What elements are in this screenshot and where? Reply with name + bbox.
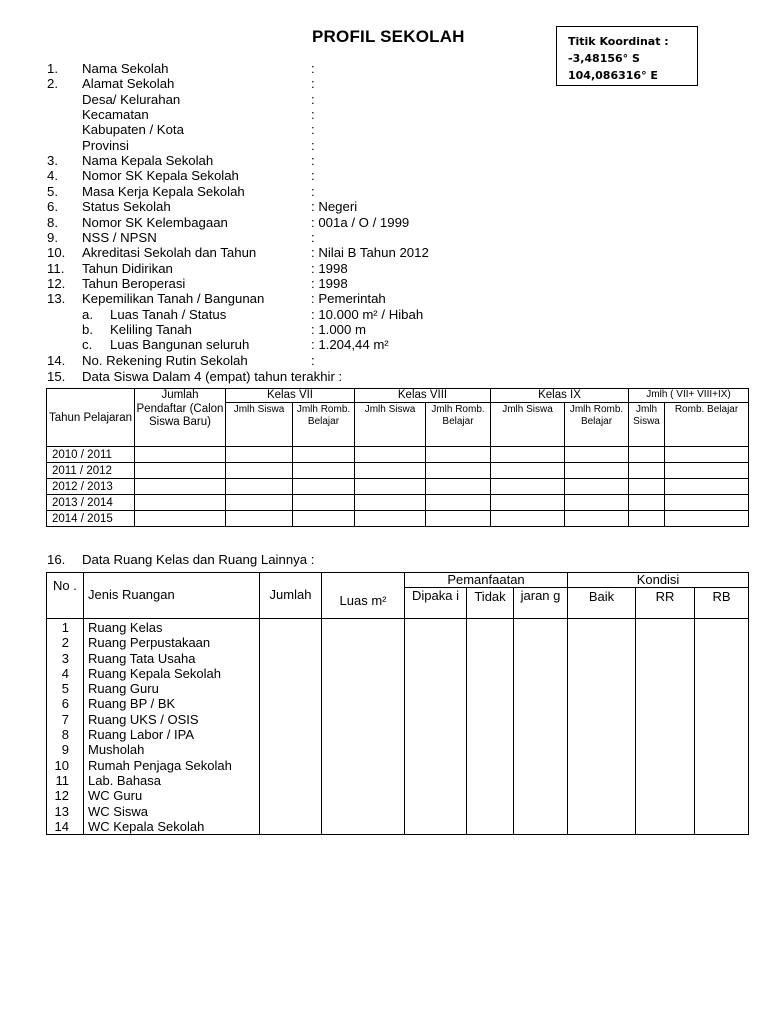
room-name: WC Guru (88, 788, 143, 804)
header-jenis-ruangan: Jenis Ruangan (84, 573, 260, 619)
profile-row (0, 261, 768, 277)
profile-row (0, 291, 768, 307)
data-cell[interactable] (665, 479, 749, 495)
profile-row-16 (0, 552, 768, 568)
data-cell[interactable] (565, 463, 629, 479)
data-cell[interactable] (135, 479, 226, 495)
data-cell[interactable] (135, 511, 226, 527)
profile-row (0, 199, 768, 215)
room-jarang-cell[interactable] (514, 619, 568, 835)
header-jmlh-siswa: Jmlh Siswa (226, 403, 293, 447)
coordinate-label: Titik Koordinat : (568, 35, 669, 48)
row-label: Kecamatan (82, 107, 149, 123)
header-kelas-ix: Kelas IX (491, 389, 629, 403)
room-name: Ruang Guru (88, 681, 159, 697)
data-cell[interactable] (226, 463, 293, 479)
row-label: Nama Kepala Sekolah (82, 153, 214, 169)
year-cell: 2014 / 2015 (47, 511, 135, 527)
row-value: : (311, 61, 315, 76)
room-tidak-cell[interactable] (467, 619, 514, 835)
room-number: 2 (61, 635, 69, 651)
header-dipakai: Dipaka i (405, 588, 467, 619)
data-cell[interactable] (565, 495, 629, 511)
profile-subrow (0, 307, 768, 323)
data-cell[interactable] (426, 479, 491, 495)
profile-row (0, 276, 768, 292)
row-number: 16. (47, 552, 66, 567)
data-cell[interactable] (491, 447, 565, 463)
row-value: : Negeri (311, 199, 358, 215)
header-kelas-viii: Kelas VIII (355, 389, 491, 403)
row-value: : (311, 91, 315, 107)
table-row (47, 495, 749, 511)
room-name: Lab. Bahasa (88, 772, 162, 788)
table-row (47, 479, 749, 495)
profile-row (0, 168, 768, 184)
row-number: 8. (47, 214, 58, 230)
profile-row (0, 107, 768, 123)
header-jarang: jaran g (514, 588, 568, 619)
row-value: : (311, 137, 315, 153)
data-cell[interactable] (629, 447, 665, 463)
profile-subrow (0, 337, 768, 353)
row-label: Provinsi (82, 137, 129, 153)
room-rr-cell[interactable] (636, 619, 695, 835)
data-cell[interactable] (355, 511, 426, 527)
room-name: WC Kepala Sekolah (88, 818, 205, 834)
data-cell[interactable] (629, 463, 665, 479)
data-cell[interactable] (629, 511, 665, 527)
profile-row (0, 230, 768, 246)
room-name: Ruang Tata Usaha (88, 650, 196, 666)
header-rb: RB (695, 588, 749, 619)
row-value: : (311, 183, 315, 199)
table-row (47, 463, 749, 479)
row-label: Data Siswa Dalam 4 (empat) tahun terakhir : (82, 369, 343, 384)
profile-row (0, 184, 768, 200)
room-name-column (84, 619, 260, 835)
header-rr: RR (636, 588, 695, 619)
data-cell[interactable] (355, 479, 426, 495)
row-label: Nama Sekolah (82, 61, 169, 76)
data-cell[interactable] (226, 447, 293, 463)
row-label: Nomor SK Kelembagaan (82, 214, 228, 230)
header-jmlh-siswa: Jmlh Siswa (491, 403, 565, 447)
data-cell[interactable] (426, 511, 491, 527)
profile-row (0, 138, 768, 154)
subrow-letter: b. (82, 321, 93, 337)
room-number: 8 (61, 727, 69, 743)
profile-row (0, 153, 768, 169)
room-number: 4 (61, 665, 69, 681)
row-number: 3. (47, 153, 58, 169)
header-jmlh-siswa: Jmlh Siswa (355, 403, 426, 447)
data-cell[interactable] (135, 495, 226, 511)
row-label: Alamat Sekolah (82, 76, 175, 92)
room-rb-cell[interactable] (695, 619, 749, 835)
room-number: 12 (54, 788, 69, 804)
room-number: 11 (55, 772, 69, 788)
row-label: Kabupaten / Kota (82, 122, 184, 138)
data-cell[interactable] (665, 511, 749, 527)
room-name: Musholah (88, 742, 145, 758)
header-jmlh-romb: Jmlh Romb. Belajar (293, 403, 355, 447)
row-value: : 1998 (311, 275, 348, 291)
room-number: 14 (54, 818, 69, 834)
coordinate-longitude: 104,086316° E (568, 69, 658, 82)
data-cell[interactable] (491, 511, 565, 527)
row-label: Kepemilikan Tanah / Bangunan (82, 291, 265, 307)
profile-row-14 (0, 353, 768, 369)
room-name: Rumah Penjaga Sekolah (88, 757, 232, 773)
data-cell[interactable] (135, 463, 226, 479)
header-tidak: Tidak (467, 588, 514, 619)
row-label: Data Ruang Kelas dan Ruang Lainnya : (82, 552, 315, 567)
data-cell[interactable] (226, 479, 293, 495)
header-luas: Luas m² (322, 573, 405, 619)
data-cell[interactable] (355, 495, 426, 511)
header-jumlah-pendaftar: Jumlah Pendaftar (Calon Siswa Baru) (135, 389, 226, 447)
room-number: 3 (61, 650, 69, 666)
data-cell[interactable] (665, 447, 749, 463)
row-label: Desa/ Kelurahan (82, 91, 181, 107)
page-title: PROFIL SEKOLAH (312, 27, 465, 46)
room-dipakai-cell[interactable] (405, 619, 467, 835)
profile-row (0, 245, 768, 261)
header-jmlh-romb: Jmlh Romb. Belajar (565, 403, 629, 447)
row-number: 9. (47, 229, 58, 245)
row-number: 6. (47, 199, 58, 215)
row-value: : (311, 122, 315, 138)
year-cell: 2012 / 2013 (47, 479, 135, 495)
room-name: Ruang Labor / IPA (88, 727, 194, 743)
data-cell[interactable] (565, 511, 629, 527)
subrow-letter: a. (82, 306, 93, 322)
row-label: Tahun Didirikan (82, 260, 173, 276)
room-number: 9 (61, 742, 69, 758)
data-cell[interactable] (293, 447, 355, 463)
room-jumlah-cell[interactable] (260, 619, 322, 835)
subrow-label: Keliling Tanah (110, 321, 192, 337)
profile-row (0, 61, 768, 77)
subrow-label: Luas Tanah / Status (110, 306, 227, 322)
room-number: 13 (54, 803, 69, 819)
row-value: : (311, 76, 315, 92)
row-value: : Nilai B Tahun 2012 (311, 245, 429, 261)
student-data-table (46, 388, 749, 527)
room-name: Ruang BP / BK (88, 696, 176, 712)
room-data-table (46, 572, 749, 835)
profile-row (0, 215, 768, 231)
row-label: Tahun Beroperasi (82, 275, 186, 291)
row-number: 11. (47, 260, 65, 276)
room-number: 7 (61, 711, 69, 727)
row-value: : (311, 353, 315, 368)
room-number-column (47, 619, 84, 835)
data-cell[interactable] (293, 495, 355, 511)
row-label: No. Rekening Rutin Sekolah (82, 353, 248, 368)
subrow-value: : 10.000 m² / Hibah (311, 306, 424, 322)
header-tahun-pelajaran: Tahun Pelajaran (47, 389, 135, 447)
row-label: Status Sekolah (82, 199, 171, 215)
row-value: : 001a / O / 1999 (311, 214, 410, 230)
room-name: Ruang Kepala Sekolah (88, 665, 221, 681)
header-jumlah-total: Jmlh ( VII+ VIII+IX) (629, 389, 749, 403)
data-cell[interactable] (426, 463, 491, 479)
header-no: No . (47, 573, 84, 619)
header-jumlah: Jumlah (260, 573, 322, 619)
row-number: 2. (47, 76, 58, 92)
header-jmlh-romb: Jmlh Romb. Belajar (426, 403, 491, 447)
row-number: 10. (47, 245, 66, 261)
table-row (47, 511, 749, 527)
row-value: : (311, 229, 315, 245)
table-row (47, 447, 749, 463)
profile-row (0, 92, 768, 108)
profile-row-15 (0, 369, 768, 385)
room-number: 10 (54, 757, 69, 773)
subrow-value: : 1.204,44 m² (311, 337, 389, 353)
header-jmlh-siswa: Jmlh Siswa (629, 403, 665, 447)
row-number: 12. (47, 275, 66, 291)
row-value: : (311, 153, 315, 169)
room-baik-cell[interactable] (568, 619, 636, 835)
data-cell[interactable] (226, 495, 293, 511)
row-value: : (311, 107, 315, 123)
subrow-letter: c. (82, 337, 93, 353)
row-label: Nomor SK Kepala Sekolah (82, 168, 239, 184)
row-label: NSS / NPSN (82, 229, 157, 245)
data-cell[interactable] (491, 479, 565, 495)
data-cell[interactable] (426, 447, 491, 463)
subrow-value: : 1.000 m (311, 321, 366, 337)
row-number: 14. (47, 353, 66, 368)
room-name: Ruang Kelas (88, 620, 163, 635)
profile-row (0, 122, 768, 138)
data-cell[interactable] (629, 479, 665, 495)
header-romb-belajar: Romb. Belajar (665, 403, 749, 447)
subrow-label: Luas Bangunan seluruh (110, 337, 250, 353)
row-label: Akreditasi Sekolah dan Tahun (82, 245, 257, 261)
row-value: : 1998 (311, 260, 348, 276)
room-number: 6 (61, 696, 69, 712)
data-cell[interactable] (293, 479, 355, 495)
data-cell[interactable] (355, 463, 426, 479)
row-value: : Pemerintah (311, 291, 386, 307)
room-number: 5 (61, 681, 69, 697)
data-cell[interactable] (293, 463, 355, 479)
data-cell[interactable] (491, 495, 565, 511)
row-value: : (311, 168, 315, 184)
room-name: Ruang UKS / OSIS (88, 711, 199, 727)
data-cell[interactable] (665, 463, 749, 479)
room-name: Ruang Perpustakaan (88, 635, 211, 651)
header-kondisi: Kondisi (568, 573, 749, 588)
row-number: 13. (47, 291, 66, 307)
row-number: 4. (47, 168, 58, 184)
row-number: 15. (47, 369, 66, 384)
room-luas-cell[interactable] (322, 619, 405, 835)
data-cell[interactable] (293, 511, 355, 527)
header-baik: Baik (568, 588, 636, 619)
row-number: 1. (47, 61, 58, 76)
profile-subrow (0, 322, 768, 338)
data-cell[interactable] (355, 447, 426, 463)
room-number: 1 (61, 620, 69, 635)
data-cell[interactable] (135, 447, 226, 463)
profile-row (0, 76, 768, 92)
row-label: Masa Kerja Kepala Sekolah (82, 183, 245, 199)
data-cell[interactable] (665, 495, 749, 511)
data-cell[interactable] (426, 495, 491, 511)
room-name: WC Siswa (88, 803, 148, 819)
header-kelas-vii: Kelas VII (226, 389, 355, 403)
data-cell[interactable] (565, 479, 629, 495)
year-cell: 2010 / 2011 (47, 447, 135, 463)
row-number: 5. (47, 183, 58, 199)
data-cell[interactable] (226, 511, 293, 527)
coordinate-latitude: -3,48156° S (568, 52, 640, 65)
header-pemanfaatan: Pemanfaatan (405, 573, 568, 588)
year-cell: 2013 / 2014 (47, 495, 135, 511)
data-cell[interactable] (629, 495, 665, 511)
data-cell[interactable] (565, 447, 629, 463)
data-cell[interactable] (491, 463, 565, 479)
year-cell: 2011 / 2012 (47, 463, 135, 479)
